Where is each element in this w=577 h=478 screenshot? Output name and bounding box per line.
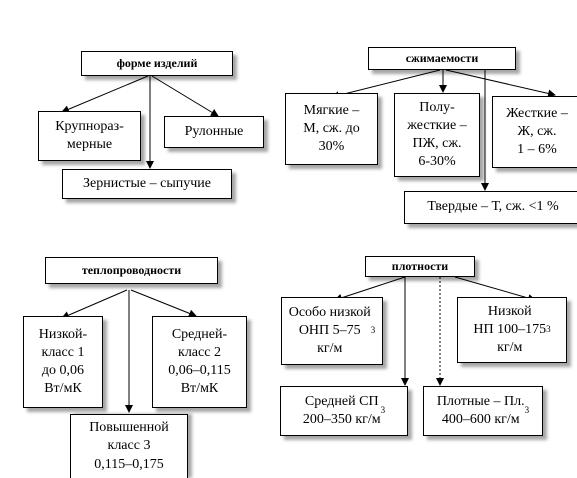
compress-item-semirigid: Полу- жесткие – ПЖ, сж. 6-30% [394, 93, 480, 177]
form-item-large: Крупнораз- мерные [38, 111, 141, 161]
form-item-rolled: Рулонные [164, 116, 264, 148]
form-item-granular: Зернистые – сыпучие [62, 169, 232, 199]
density-item-dense [423, 386, 543, 436]
density-item-very-low [281, 297, 383, 365]
thermal-item-low: Низкой- класс 1 до 0,06 Вт/мК [23, 316, 103, 408]
density-item-medium [280, 386, 408, 436]
compress-item-hard: Твердые – Т, сж. <1 % [404, 191, 577, 224]
density-item-dense-text: Плотные – Пл. 400–600 кг/м [436, 393, 525, 427]
compress-item-soft: Мягкие – М, сж. до 30% [285, 93, 378, 165]
form-header: форме изделий [81, 51, 233, 76]
density-item-medium-sup: 3 [380, 405, 386, 416]
compress-header: сжимаемости [368, 47, 516, 70]
density-header: плотности [365, 256, 475, 277]
density-item-low [457, 297, 567, 363]
thermal-item-medium: Средней- класс 2 0,06–0,115 Вт/мК [152, 316, 247, 408]
density-item-medium-text: Средней СП 200–350 кг/м [302, 393, 381, 427]
density-item-low-sup: 3 [546, 324, 551, 335]
density-item-very-low-text: Особо низкой ОНП 5–75 кг/м [288, 304, 371, 357]
density-item-dense-sup: 3 [524, 405, 530, 416]
density-item-low-text: Низкой НП 100–175 кг/м [473, 303, 547, 356]
compress-item-rigid: Жесткие – Ж, сж. 1 – 6% [492, 96, 577, 168]
thermal-header: теплопроводности [45, 257, 218, 284]
thermal-item-high: Повышенной класс 3 0,115–0,175 [70, 414, 188, 478]
density-item-very-low-sup: 3 [370, 325, 376, 336]
